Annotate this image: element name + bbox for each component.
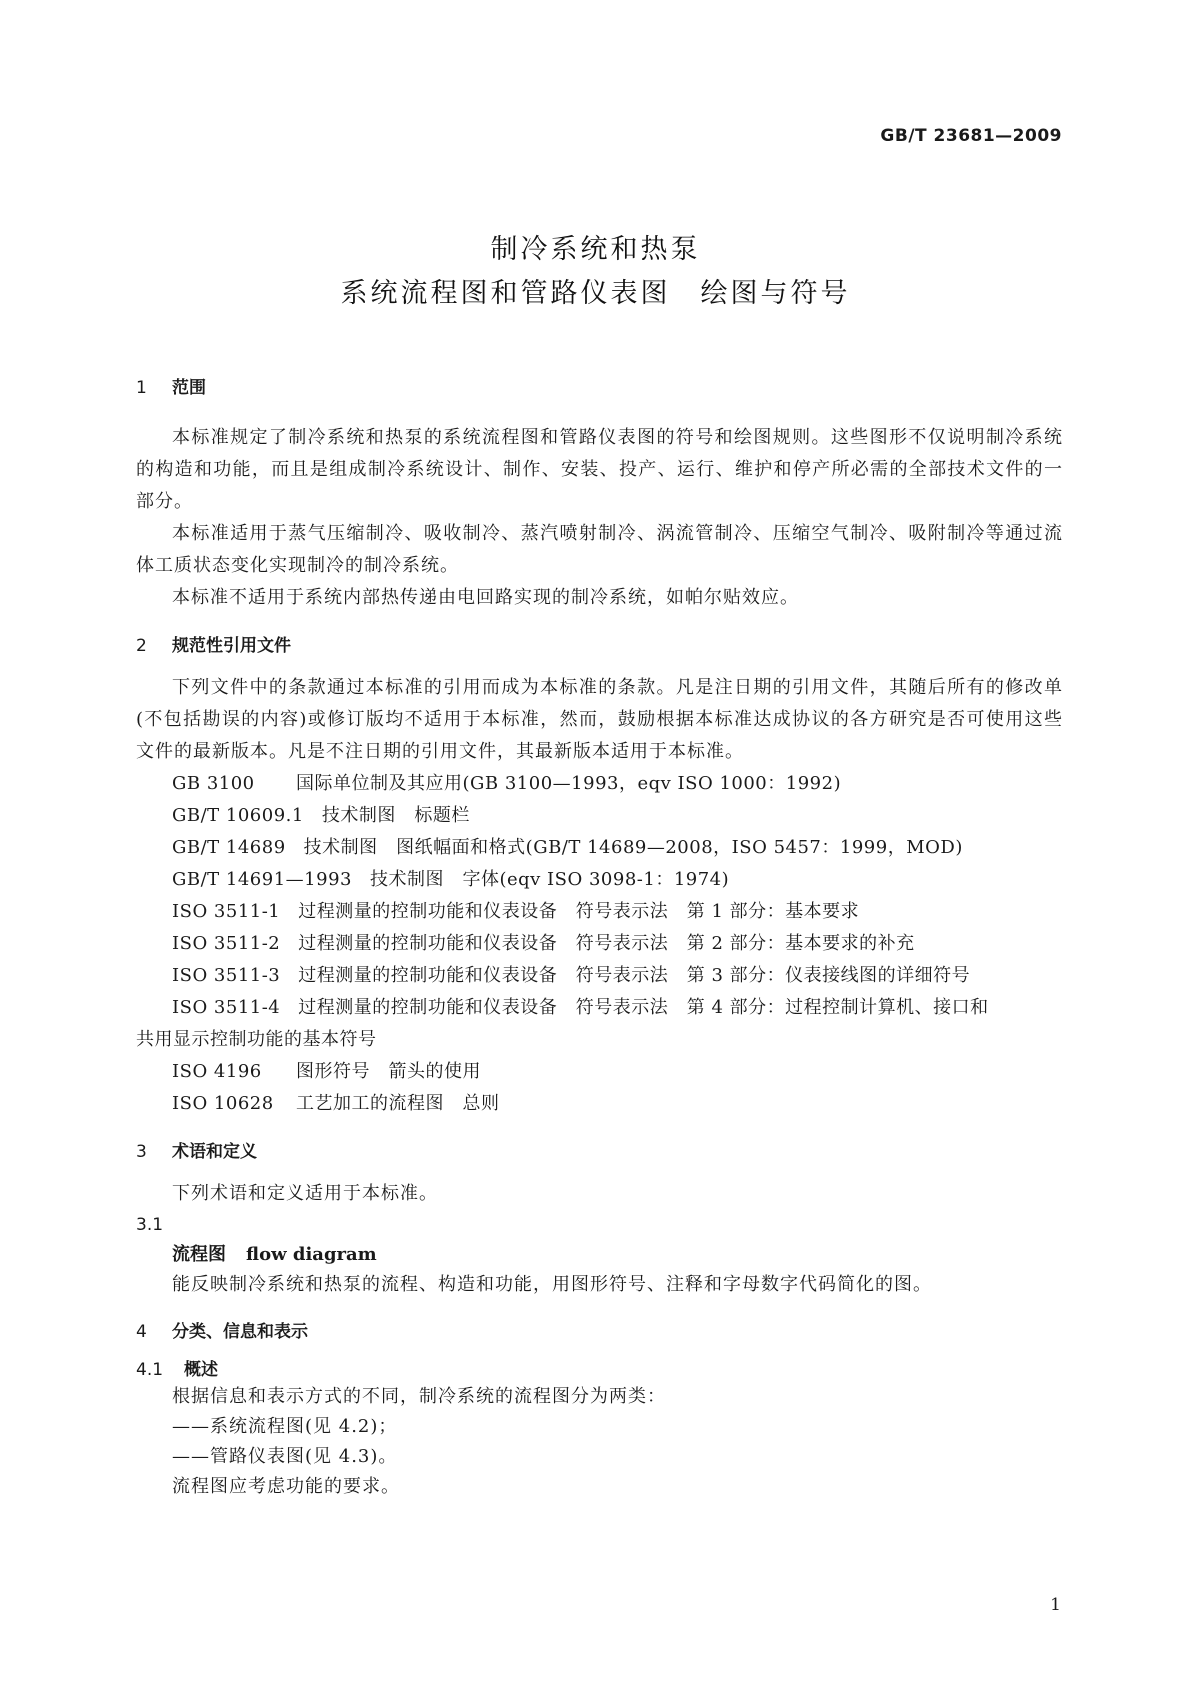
term-definition: 能反映制冷系统和热泵的流程、构造和功能，用图形符号、注释和字母数字代码简化的图。 [172,1274,932,1295]
section-number: 3 [136,1142,147,1162]
term-entry [136,1240,1063,1270]
section-title: 范围 [172,378,206,398]
normative-reference-list [136,768,1063,1120]
section-number: 2 [136,636,147,656]
section-title: 术语和定义 [172,1142,257,1162]
reference-item: ISO 3511-3 过程测量的控制功能和仪表设备 符号表示法 第 3 部分：仪表接线图的详细符号 [172,965,971,986]
text-line: 流程图应考虑功能的要求。 [172,1476,400,1497]
term-zh: 流程图 [172,1244,226,1265]
section-title: 分类、信息和表示 [172,1322,308,1342]
term-en: flow diagram [246,1244,377,1265]
paragraph: 本标准适用于蒸气压缩制冷、吸收制冷、蒸汽喷射制冷、涡流管制冷、压缩空气制冷、吸附制冷等通过流体工质状态变化实现制冷的制冷系统。 [136,523,1063,576]
reference-item: GB/T 10609.1 技术制图 标题栏 [172,805,470,826]
list-item: ——管路仪表图(见 4.3)。 [172,1446,398,1467]
page-number: 1 [1050,1595,1061,1615]
title-line-2: 系统流程图和管路仪表图 绘图与符号 [340,278,851,309]
text-line: 根据信息和表示方式的不同，制冷系统的流程图分为两类： [172,1386,666,1407]
paragraph: 本标准规定了制冷系统和热泵的系统流程图和管路仪表图的符号和绘图规则。这些图形不仅说明制冷系统的构造和功能，而且是组成制冷系统设计、制作、安装、投产、运行、维护和停产所必需的全部技术文件的一部分。 [136,427,1063,512]
subsection-title: 概述 [184,1360,218,1380]
document-body [136,376,1063,1502]
subsection-4-1-heading [136,1358,1063,1382]
paragraph: 下列文件中的条款通过本标准的引用而成为本标准的条款。凡是注日期的引用文件，其随后所有的修改单(不包括勘误的内容)或修订版均不适用于本标准，然而，鼓励根据本标准达成协议的各方研究是否可使用这些文件的最新版本。凡是不注日期的引用文件，其最新版本适用于本标准。 [136,677,1063,762]
reference-item: GB 3100 国际单位制及其应用(GB 3100—1993，eqv ISO 1000：1992) [172,773,842,794]
section-1-heading [136,376,1063,400]
paragraph: 本标准不适用于系统内部热传递由电回路实现的制冷系统，如帕尔贴效应。 [172,587,799,608]
paragraph: 下列术语和定义适用于本标准。 [172,1183,438,1204]
list-item: ——系统流程图(见 4.2)； [172,1416,398,1437]
reference-item: ISO 3511-4 过程测量的控制功能和仪表设备 符号表示法 第 4 部分：过程控制计算机、接口和 共用显示控制功能的基本符号 [136,997,989,1050]
title-line-1: 制冷系统和热泵 [490,234,701,265]
section-number: 4 [136,1322,147,1342]
section-3-heading [136,1140,1063,1164]
subsection-number: 4.1 [136,1360,164,1380]
reference-item: ISO 3511-2 过程测量的控制功能和仪表设备 符号表示法 第 2 部分：基本要求的补充 [172,933,915,954]
standard-code: GB/T 23681—2009 [880,126,1062,146]
reference-item: GB/T 14691—1993 技术制图 字体(eqv ISO 3098-1：1974) [172,869,730,890]
reference-item: ISO 10628 工艺加工的流程图 总则 [172,1093,500,1114]
section-title: 规范性引用文件 [172,636,291,656]
section-2-heading [136,634,1063,658]
reference-item: ISO 4196 图形符号 箭头的使用 [172,1061,481,1082]
reference-item: ISO 3511-1 过程测量的控制功能和仪表设备 符号表示法 第 1 部分：基本要求 [172,901,860,922]
reference-item: GB/T 14689 技术制图 图纸幅面和格式(GB/T 14689—2008，ISO 5457：1999，MOD) [172,837,963,858]
term-number: 3.1 [136,1215,164,1235]
section-number: 1 [136,378,147,398]
section-4-heading [136,1320,1063,1344]
document-title [0,228,1191,316]
